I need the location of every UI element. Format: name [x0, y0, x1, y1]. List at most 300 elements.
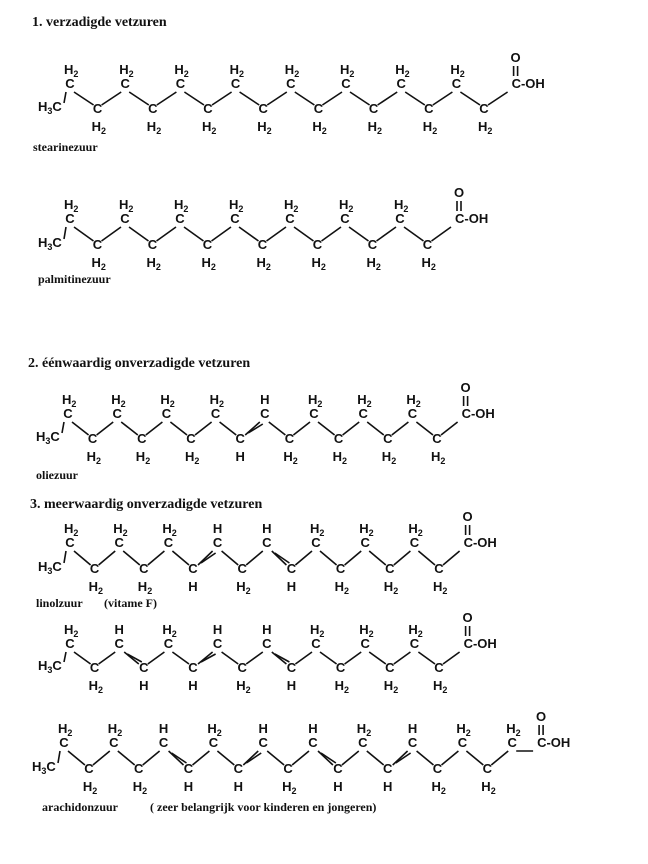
methyl-group: $H_3C$ [38, 99, 62, 116]
hydrogen-atom: H [233, 779, 243, 794]
hydrogen-atom: H [183, 779, 194, 794]
carbon-atom: C [333, 431, 344, 446]
hydrogen-atom: H [188, 579, 198, 594]
carbon-atom: C [409, 636, 420, 651]
h2-group: $H_2$ [119, 197, 134, 214]
h2-group: $H_2$ [433, 678, 448, 695]
chain-bond [488, 92, 508, 105]
chain-bond [195, 422, 212, 435]
hydrogen-atom: H [383, 779, 393, 794]
chain-bond [172, 551, 189, 565]
h2-group: $H_2$ [310, 622, 325, 639]
carbon-atom: C [139, 561, 149, 576]
chain-bond [322, 92, 342, 105]
chain-bond [369, 551, 386, 565]
chain-bond [418, 551, 435, 565]
h2-group: $H_2$ [64, 622, 79, 639]
h2-group: $H_2$ [146, 255, 161, 272]
h2-group: $H_2$ [162, 622, 177, 639]
chain-bond [367, 422, 384, 435]
h2-group: $H_2$ [450, 62, 465, 79]
chain-bond [217, 751, 234, 765]
carbon-atom: C [258, 735, 268, 750]
h2-group: $H_2$ [207, 721, 222, 738]
h2-group: $H_2$ [310, 521, 325, 538]
carbon-atom: C [335, 660, 346, 675]
h2-group: $H_2$ [229, 62, 245, 79]
chain-bond [295, 551, 312, 565]
double-bond [272, 652, 287, 664]
carbon-atom: C [202, 237, 213, 252]
carbon-atom: C [212, 535, 223, 550]
hydrogen-atom: H [262, 521, 272, 536]
chain-bond [350, 92, 370, 105]
carbon-atom: C [183, 761, 194, 776]
carbon-atom: C [482, 761, 492, 776]
h2-group: $H_2$ [111, 392, 126, 409]
carbon-atom: C [507, 735, 517, 750]
chain-bond [129, 92, 149, 105]
h2-group: $H_2$ [284, 62, 300, 79]
h2-group: $H_2$ [236, 579, 251, 596]
hydrogen-atom: H [333, 779, 343, 794]
h2-group: $H_2$ [64, 62, 79, 79]
carbon-atom: C [230, 76, 241, 91]
carbon-atom: C [92, 101, 103, 116]
carbon-atom: C [286, 561, 297, 576]
carbon-atom: C [114, 636, 124, 651]
carbon-atom: C [385, 561, 395, 576]
chain-bond [404, 227, 424, 241]
caption-linoleic: linolzuur [36, 596, 83, 610]
h2-group: $H_2$ [394, 197, 409, 214]
chain-bond [345, 652, 362, 664]
carbon-atom: C [139, 660, 149, 675]
h2-group: $H_2$ [185, 449, 200, 466]
carboxyl-group: C-OH [463, 636, 497, 651]
chain-bond [246, 652, 263, 664]
carbon-atom: C [257, 237, 268, 252]
h2-group: $H_2$ [64, 197, 79, 214]
carbon-atom: C [262, 535, 272, 550]
carbon-atom: C [286, 660, 297, 675]
h2-group: $H_2$ [332, 449, 348, 466]
chain-bond [74, 551, 91, 565]
h2-group: $H_2$ [383, 678, 399, 695]
h2-group: $H_2$ [334, 678, 350, 695]
carboxyl-group: C-OH [537, 735, 571, 750]
carbon-atom: C [208, 735, 219, 750]
h2-group: $H_2$ [311, 255, 326, 272]
hydrogen-atom: H [158, 721, 169, 736]
h2-group: $H_2$ [481, 779, 496, 796]
chain-bond [443, 551, 460, 565]
chain-bond [295, 92, 315, 105]
carbon-atom: C [258, 101, 268, 116]
chain-bond [170, 422, 187, 435]
chain-bond [118, 751, 135, 765]
h2-group: $H_2$ [174, 197, 189, 214]
chain-bond [62, 422, 64, 433]
carboxyl-group: C-OH [461, 406, 495, 421]
caption-linoleic-note: (vitame F) [104, 596, 157, 610]
chain-bond [157, 92, 177, 105]
carbon-atom: C [120, 76, 130, 91]
chain-bond [293, 422, 310, 435]
chain-bond [466, 751, 483, 765]
carbon-atom: C [163, 636, 174, 651]
carbon-atom: C [311, 535, 321, 550]
caption-oleic: oliezuur [36, 468, 78, 482]
h2-group: $H_2$ [209, 392, 225, 409]
carbon-atom: C [65, 636, 75, 651]
carbon-atom: C [335, 561, 346, 576]
chain-bond [320, 652, 337, 664]
carbon-atom: C [84, 761, 94, 776]
carbon-atom: C [424, 101, 434, 116]
chain-bond [239, 227, 259, 241]
carbon-atom: C [409, 535, 420, 550]
chain-bond [345, 551, 362, 565]
chain-bond [322, 227, 342, 241]
caption-palmitic: palmitinezuur [38, 272, 111, 286]
h2-group: $H_2$ [91, 119, 107, 136]
carbon-atom: C [65, 211, 75, 226]
hydrogen-atom: H [212, 622, 223, 637]
double-bond [318, 751, 333, 765]
h2-group: $H_2$ [366, 255, 381, 272]
oxygen-atom: O [462, 610, 473, 625]
carbon-atom: C [341, 76, 351, 91]
h2-group: $H_2$ [395, 62, 410, 79]
hydrogen-atom: H [139, 678, 149, 693]
chain-bond [443, 652, 460, 664]
carbon-atom: C [188, 660, 198, 675]
carbon-atom: C [283, 761, 293, 776]
chain-bond [64, 92, 66, 103]
chain-bond [68, 751, 85, 765]
chain-bond [172, 652, 189, 664]
carbon-atom: C [161, 406, 172, 421]
chain-bond [157, 227, 177, 241]
heading-polyunsaturated: 3. meerwaardig onverzadigde vetzuren [30, 497, 263, 512]
chain-bond [369, 652, 386, 664]
carbon-atom: C [286, 76, 296, 91]
chain-bond [102, 227, 122, 241]
h2-group: $H_2$ [283, 449, 298, 466]
carbon-atom: C [432, 431, 442, 446]
carbon-atom: C [407, 735, 418, 750]
caption-stearic: stearinezuur [33, 140, 98, 154]
carbon-atom: C [285, 211, 295, 226]
chain-bond [99, 551, 116, 565]
hydrogen-atom: H [114, 622, 124, 637]
chain-bond [102, 92, 122, 105]
carbon-atom: C [383, 431, 393, 446]
hydrogen-atom: H [286, 579, 297, 594]
h2-group: $H_2$ [282, 779, 297, 796]
carbon-atom: C [367, 237, 378, 252]
h2-group: $H_2$ [113, 521, 128, 538]
carbon-atom: C [120, 211, 130, 226]
hydrogen-atom: H [286, 678, 297, 693]
hydrogen-atom: H [188, 678, 198, 693]
carboxyl-group: C-OH [463, 535, 497, 550]
carbon-atom: C [114, 535, 124, 550]
methyl-group: $H_3C$ [38, 559, 62, 576]
chain-bond [99, 652, 116, 664]
carbon-atom: C [134, 761, 144, 776]
double-bond [272, 551, 287, 565]
carbon-atom: C [147, 237, 158, 252]
carbon-atom: C [89, 561, 100, 576]
heading-saturated: 1. verzadigde vetzuren [32, 15, 167, 30]
chain-bond [212, 227, 232, 241]
carbon-atom: C [313, 101, 324, 116]
carbon-atom: C [308, 735, 318, 750]
carbon-atom: C [237, 561, 247, 576]
chain-bond [222, 551, 239, 565]
h2-group: $H_2$ [431, 779, 446, 796]
chain-bond [121, 422, 138, 435]
carbon-atom: C [432, 761, 443, 776]
chain-bond [342, 751, 359, 765]
h2-group: $H_2$ [381, 449, 397, 466]
chain-bond [405, 92, 425, 105]
h2-group: $H_2$ [421, 255, 436, 272]
h2-group: $H_2$ [308, 392, 323, 409]
oxygen-atom: O [510, 50, 521, 65]
h2-group: $H_2$ [107, 721, 123, 738]
h2-group: $H_2$ [174, 62, 189, 79]
h2-group: $H_2$ [91, 255, 106, 272]
carbon-atom: C [63, 406, 73, 421]
chain-bond [64, 652, 66, 662]
carbon-atom: C [309, 406, 319, 421]
chain-bond [433, 92, 453, 105]
caption-arachidonic-note: ( zeer belangrijk voor kinderen en jongeren) [150, 800, 377, 814]
h2-group: $H_2$ [339, 197, 354, 214]
chain-bond [74, 92, 94, 105]
chain-bond [74, 227, 94, 241]
carbon-atom: C [396, 76, 406, 91]
h2-group: $H_2$ [408, 521, 423, 538]
carbon-atom: C [237, 660, 247, 675]
hydrogen-atom: H [308, 721, 318, 736]
carbon-atom: C [175, 76, 186, 91]
double-bond [243, 751, 258, 765]
chain-bond [220, 422, 237, 435]
chain-bond [295, 652, 312, 664]
chain-bond [441, 422, 458, 435]
chain-bond [392, 422, 409, 435]
chain-bond [93, 751, 110, 765]
methyl-group: $H_3C$ [38, 658, 62, 675]
h2-group: $H_2$ [340, 62, 355, 79]
carbon-atom: C [109, 735, 119, 750]
carbon-atom: C [451, 76, 462, 91]
methyl-group: $H_3C$ [32, 759, 56, 776]
chain-bond [491, 751, 508, 765]
carbon-atom: C [137, 431, 147, 446]
h2-group: $H_2$ [506, 721, 521, 738]
chain-bond [212, 92, 232, 105]
chain-bond [146, 422, 163, 435]
methyl-group: $H_3C$ [36, 429, 60, 446]
carbon-atom: C [360, 535, 370, 550]
carbon-atom: C [260, 406, 270, 421]
h2-group: $H_2$ [257, 119, 272, 136]
chain-bond [246, 551, 263, 565]
carbon-atom: C [230, 211, 240, 226]
chain-bond [377, 227, 397, 241]
h2-group: $H_2$ [201, 255, 216, 272]
carbon-atom: C [340, 211, 350, 226]
chain-bond [432, 227, 452, 241]
carbon-atom: C [203, 101, 213, 116]
carbon-atom: C [148, 101, 158, 116]
carboxyl-group: C-OH [511, 76, 545, 91]
h2-group: $H_2$ [162, 521, 177, 538]
chain-bond [129, 227, 149, 241]
h2-group: $H_2$ [456, 721, 471, 738]
heading-monounsaturated: 2. éénwaardig onverzadigde vetzuren [28, 356, 251, 371]
h2-group: $H_2$ [406, 392, 421, 409]
double-bond [198, 652, 213, 664]
h2-group: $H_2$ [62, 392, 77, 409]
h2-group: $H_2$ [202, 119, 217, 136]
chain-bond [292, 751, 309, 765]
h2-group: $H_2$ [119, 62, 134, 79]
carbon-atom: C [235, 431, 245, 446]
carbon-atom: C [312, 237, 323, 252]
h2-group: $H_2$ [137, 579, 153, 596]
hydrogen-atom: H [407, 721, 418, 736]
oxygen-atom: O [462, 509, 473, 524]
chain-bond [143, 751, 160, 765]
carbon-atom: C [175, 211, 185, 226]
hydrogen-atom: H [262, 622, 272, 637]
h2-group: $H_2$ [356, 721, 372, 738]
chain-bond [269, 422, 286, 435]
chain-bond [294, 227, 314, 241]
chain-bond [267, 751, 284, 765]
carbon-atom: C [65, 535, 75, 550]
carbon-atom: C [210, 406, 221, 421]
h2-group: $H_2$ [367, 119, 383, 136]
h2-group: $H_2$ [359, 521, 374, 538]
carbon-atom: C [407, 406, 418, 421]
double-bond [393, 751, 408, 765]
h2-group: $H_2$ [431, 449, 446, 466]
chain-bond [417, 751, 434, 765]
chain-bond [58, 751, 60, 763]
hydrogen-atom: H [235, 449, 245, 464]
carbon-atom: C [262, 636, 272, 651]
h2-group: $H_2$ [64, 521, 79, 538]
h2-group: $H_2$ [229, 197, 244, 214]
chain-bond [267, 92, 287, 105]
carboxyl-group: C-OH [455, 211, 489, 226]
carbon-atom: C [395, 211, 405, 226]
h2-group: $H_2$ [256, 255, 271, 272]
chain-bond [123, 551, 140, 565]
h2-group: $H_2$ [478, 119, 493, 136]
chain-bond [64, 551, 66, 563]
carbon-atom: C [434, 660, 444, 675]
carbon-atom: C [368, 101, 379, 116]
h2-group: $H_2$ [58, 721, 73, 738]
h2-group: $H_2$ [132, 779, 148, 796]
chain-bond [72, 422, 89, 435]
chain-bond [349, 227, 369, 241]
carbon-atom: C [422, 237, 433, 252]
h2-group: $H_2$ [86, 449, 102, 466]
carbon-atom: C [212, 636, 223, 651]
chain-bond [240, 92, 260, 105]
h2-group: $H_2$ [88, 579, 104, 596]
h2-group: $H_2$ [408, 622, 423, 639]
carbon-atom: C [333, 761, 343, 776]
carbon-atom: C [87, 431, 98, 446]
chain-bond [74, 652, 91, 664]
double-bond [124, 652, 139, 664]
chain-bond [193, 751, 210, 765]
carbon-atom: C [358, 406, 368, 421]
carbon-atom: C [163, 535, 174, 550]
chain-bond [184, 92, 204, 105]
carbon-atom: C [186, 431, 196, 446]
h2-group: $H_2$ [88, 678, 104, 695]
caption-arachidonic: arachidonzuur [42, 800, 119, 814]
chain-bond [394, 652, 411, 664]
h2-group: $H_2$ [146, 119, 162, 136]
carbon-atom: C [65, 76, 75, 91]
carbon-atom: C [233, 761, 243, 776]
chain-bond [148, 551, 165, 565]
chain-bond [343, 422, 360, 435]
oxygen-atom: O [536, 709, 547, 724]
h2-group: $H_2$ [357, 392, 372, 409]
chain-bond [394, 551, 411, 565]
chain-bond [222, 652, 239, 664]
carbon-atom: C [188, 561, 198, 576]
chain-bond [320, 551, 337, 565]
h2-group: $H_2$ [312, 119, 327, 136]
h2-group: $H_2$ [334, 579, 350, 596]
hydrogen-atom: H [258, 721, 268, 736]
chain-bond [378, 92, 398, 105]
carbon-atom: C [158, 735, 169, 750]
h2-group: $H_2$ [422, 119, 438, 136]
hydrogen-atom: H [212, 521, 223, 536]
chain-bond [97, 422, 114, 435]
carbon-atom: C [434, 561, 444, 576]
chain-bond [64, 227, 66, 239]
chain-bond [460, 92, 480, 105]
double-bond [198, 551, 213, 565]
carbon-atom: C [284, 431, 295, 446]
h2-group: $H_2$ [236, 678, 251, 695]
carbon-atom: C [112, 406, 122, 421]
h2-group: $H_2$ [82, 779, 98, 796]
h2-group: $H_2$ [383, 579, 399, 596]
carbon-atom: C [479, 101, 489, 116]
double-bond [169, 751, 184, 765]
h2-group: $H_2$ [160, 392, 175, 409]
chain-bond [442, 751, 459, 765]
methyl-group: $H_3C$ [38, 235, 62, 252]
